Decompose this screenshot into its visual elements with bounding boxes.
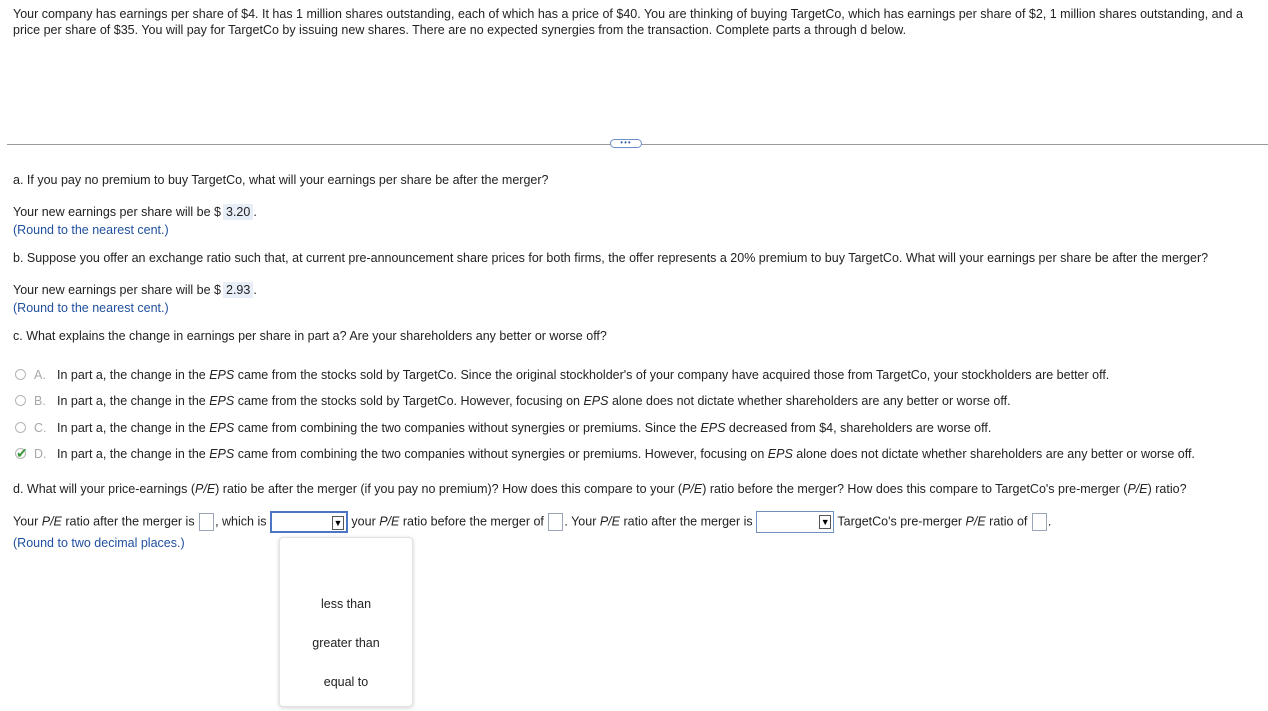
chevron-down-icon[interactable]: ▼ xyxy=(820,517,830,527)
option-a-radio[interactable] xyxy=(15,369,26,380)
option-c-letter: C. xyxy=(34,421,47,435)
option-a-letter: A. xyxy=(34,368,46,382)
part-b-hint: (Round to the nearest cent.) xyxy=(13,301,169,315)
part-b-question: b. Suppose you offer an exchange ratio such that, at current pre-announcement share prices for both firms, the offer represents a 20% premium to buy TargetCo. What will your earnings per share be after the merger? xyxy=(13,251,1209,265)
dropdown-option-greater-than[interactable]: greater than xyxy=(312,636,380,650)
option-d-letter: D. xyxy=(34,447,47,461)
part-b-answer-prefix: Your new earnings per share will be $ xyxy=(13,283,221,297)
part-b-answer-suffix: . xyxy=(253,283,257,297)
part-b-answer-line xyxy=(13,282,257,298)
chevron-down-icon[interactable]: ▼ xyxy=(333,518,343,528)
dropdown-option-equal-to[interactable]: equal to xyxy=(323,675,369,689)
part-a-answer-prefix: Your new earnings per share will be $ xyxy=(13,205,221,219)
option-b-radio[interactable] xyxy=(15,395,26,406)
comparison-select-2[interactable] xyxy=(756,511,834,533)
comparison-select-1[interactable] xyxy=(270,511,348,533)
option-b-text: In part a, the change in the EPS came from the stocks sold by TargetCo. However, focusing on EPS alone does not dictate whether shareholders are any better or worse off. xyxy=(57,394,1011,408)
dropdown-option-less-than[interactable]: less than xyxy=(320,597,372,611)
comparison-dropdown-menu xyxy=(279,537,413,707)
part-a-answer-suffix: . xyxy=(253,205,257,219)
pe-after-merger-input[interactable] xyxy=(199,513,214,531)
option-b-letter: B. xyxy=(34,394,46,408)
part-a-question: a. If you pay no premium to buy TargetCo, what will your earnings per share be after the merger? xyxy=(13,173,549,187)
expand-more-button[interactable]: ••• xyxy=(610,139,642,148)
checkmark-icon: ✔ xyxy=(16,445,28,461)
option-c-radio[interactable] xyxy=(15,422,26,433)
part-d-answer-line: Your P/E ratio after the merger is , which is ▼ your P/E ratio before the merger of . Your P/E ratio after the merger is ▼ TargetCo's pre-merger P/E ratio of . xyxy=(13,511,1051,533)
part-b-answer-field[interactable]: 2.93 xyxy=(223,282,253,298)
option-c-text: In part a, the change in the EPS came from combining the two companies without synergies or premiums. Since the EPS decreased from $4, shareholders are worse off. xyxy=(57,421,992,435)
part-a-hint: (Round to the nearest cent.) xyxy=(13,223,169,237)
problem-intro: Your company has earnings per share of $4. It has 1 million shares outstanding, each of which has a price of $40. You are thinking of buying TargetCo, which has earnings per share of $2, 1 million shares outstanding, and a price per share of $35. You will pay for TargetCo by issuing new shares. There are no expected synergies from the transaction. Complete parts a through d below. xyxy=(13,7,1243,37)
option-a-text: In part a, the change in the EPS came from the stocks sold by TargetCo. Since the original stockholder's of your company have acquired those from TargetCo, your stockholders are better off. xyxy=(57,368,1110,382)
option-d-text: In part a, the change in the EPS came from combining the two companies without synergies or premiums. However, focusing on EPS alone does not dictate whether shareholders are any better or worse off. xyxy=(57,447,1195,461)
part-c-question: c. What explains the change in earnings per share in part a? Are your shareholders any better or worse off? xyxy=(13,329,607,343)
part-a-answer-line xyxy=(13,204,257,220)
part-a-answer-field[interactable]: 3.20 xyxy=(223,204,253,220)
part-d-hint: (Round to two decimal places.) xyxy=(13,536,185,550)
pe-before-merger-input[interactable] xyxy=(548,513,563,531)
targetco-pe-input[interactable] xyxy=(1032,513,1047,531)
part-d-question: d. What will your price-earnings (P/E) ratio be after the merger (if you pay no premium)? How does this compare to your (P/E) ratio before the merger? How does this compare to TargetCo's pre-merger (P/E) ratio? xyxy=(13,482,1187,496)
